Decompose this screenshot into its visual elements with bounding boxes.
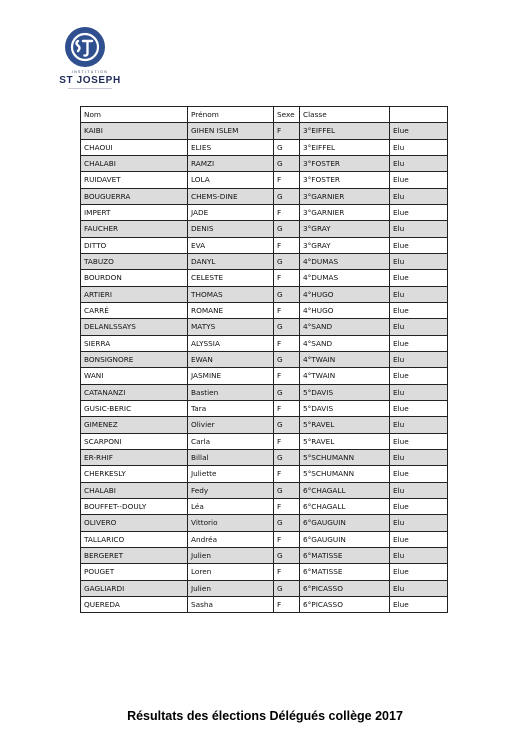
- cell-classe: 3°FOSTER: [300, 172, 390, 188]
- cell-nom: CHAOUI: [81, 139, 188, 155]
- cell-sexe: G: [274, 155, 300, 171]
- cell-prenom: THOMAS: [188, 286, 274, 302]
- cell-result: Elu: [390, 155, 448, 171]
- cell-classe: 4°HUGO: [300, 302, 390, 318]
- cell-classe: 3°EIFFEL: [300, 139, 390, 155]
- cell-classe: 6°PICASSO: [300, 580, 390, 596]
- cell-prenom: ROMANE: [188, 302, 274, 318]
- cell-classe: 4°TWAIN: [300, 351, 390, 367]
- cell-sexe: F: [274, 302, 300, 318]
- cell-result: Elue: [390, 123, 448, 139]
- school-emblem-icon: [64, 26, 106, 68]
- cell-sexe: F: [274, 368, 300, 384]
- cell-prenom: Fedy: [188, 482, 274, 498]
- cell-nom: CATANANZI: [81, 384, 188, 400]
- cell-result: Elu: [390, 351, 448, 367]
- table-row: [81, 580, 448, 596]
- table-row: [81, 564, 448, 580]
- table-row: [81, 433, 448, 449]
- cell-classe: 6°GAUGUIN: [300, 515, 390, 531]
- logo-name: ST JOSEPH: [59, 75, 121, 86]
- table-row: [81, 400, 448, 416]
- table-row: [81, 335, 448, 351]
- cell-sexe: G: [274, 547, 300, 563]
- logo-subtitle: INSTITUTION: [71, 70, 109, 74]
- cell-prenom: LOLA: [188, 172, 274, 188]
- cell-nom: GUSIC-BERIC: [81, 400, 188, 416]
- table-row: [81, 319, 448, 335]
- cell-nom: BOUFFET--DOULY: [81, 498, 188, 514]
- cell-prenom: Billal: [188, 449, 274, 465]
- table-row: [81, 531, 448, 547]
- cell-nom: BOURDON: [81, 270, 188, 286]
- cell-result: Elu: [390, 580, 448, 596]
- header-prenom: Prénom: [188, 107, 274, 123]
- table-row: [81, 188, 448, 204]
- cell-result: Elu: [390, 417, 448, 433]
- cell-result: Elu: [390, 286, 448, 302]
- table-row: [81, 123, 448, 139]
- cell-prenom: JADE: [188, 204, 274, 220]
- cell-nom: OLIVERO: [81, 515, 188, 531]
- logo-divider: [68, 88, 112, 89]
- cell-prenom: DANYL: [188, 253, 274, 269]
- cell-sexe: G: [274, 580, 300, 596]
- table-row: [81, 596, 448, 612]
- cell-classe: 5°RAVEL: [300, 417, 390, 433]
- table-row: [81, 498, 448, 514]
- cell-result: Elu: [390, 515, 448, 531]
- cell-prenom: Loren: [188, 564, 274, 580]
- cell-sexe: G: [274, 417, 300, 433]
- cell-nom: DITTO: [81, 237, 188, 253]
- cell-sexe: F: [274, 172, 300, 188]
- cell-result: Elu: [390, 188, 448, 204]
- cell-result: Elue: [390, 400, 448, 416]
- table-row: [81, 466, 448, 482]
- cell-sexe: F: [274, 596, 300, 612]
- cell-classe: 3°EIFFEL: [300, 123, 390, 139]
- cell-sexe: G: [274, 221, 300, 237]
- cell-prenom: Bastien: [188, 384, 274, 400]
- cell-classe: 6°CHAGALL: [300, 498, 390, 514]
- cell-prenom: Juliette: [188, 466, 274, 482]
- header-classe: Classe: [300, 107, 390, 123]
- cell-result: Elu: [390, 253, 448, 269]
- cell-result: Elu: [390, 547, 448, 563]
- cell-result: Elue: [390, 564, 448, 580]
- cell-classe: 4°DUMAS: [300, 253, 390, 269]
- cell-sexe: G: [274, 384, 300, 400]
- cell-prenom: Vittorio: [188, 515, 274, 531]
- header-nom: Nom: [81, 107, 188, 123]
- cell-result: Elue: [390, 335, 448, 351]
- table-row: [81, 515, 448, 531]
- cell-sexe: F: [274, 400, 300, 416]
- table-row: [81, 286, 448, 302]
- table-row: [81, 449, 448, 465]
- school-logo: [50, 24, 130, 94]
- cell-prenom: RAMZI: [188, 155, 274, 171]
- table-row: [81, 270, 448, 286]
- cell-prenom: CHEMS-DINE: [188, 188, 274, 204]
- cell-result: Elue: [390, 237, 448, 253]
- cell-sexe: F: [274, 498, 300, 514]
- cell-prenom: JASMINE: [188, 368, 274, 384]
- cell-result: Elu: [390, 319, 448, 335]
- cell-nom: CHALABI: [81, 155, 188, 171]
- cell-nom: CARRÉ: [81, 302, 188, 318]
- cell-nom: TALLARICO: [81, 531, 188, 547]
- cell-result: Elue: [390, 433, 448, 449]
- table-row: [81, 384, 448, 400]
- cell-prenom: Olivier: [188, 417, 274, 433]
- cell-prenom: Léa: [188, 498, 274, 514]
- cell-classe: 5°DAVIS: [300, 384, 390, 400]
- cell-nom: DELANLSSAYS: [81, 319, 188, 335]
- cell-classe: 6°MATISSE: [300, 547, 390, 563]
- cell-result: Elue: [390, 596, 448, 612]
- cell-classe: 4°SAND: [300, 319, 390, 335]
- cell-prenom: ELIES: [188, 139, 274, 155]
- cell-result: Elu: [390, 384, 448, 400]
- table-row: [81, 482, 448, 498]
- cell-sexe: G: [274, 253, 300, 269]
- cell-sexe: F: [274, 564, 300, 580]
- cell-nom: POUGET: [81, 564, 188, 580]
- table-row: [81, 221, 448, 237]
- cell-sexe: F: [274, 531, 300, 547]
- cell-nom: SCARPONI: [81, 433, 188, 449]
- cell-nom: KAIBI: [81, 123, 188, 139]
- cell-nom: ARTIERI: [81, 286, 188, 302]
- cell-classe: 6°GAUGUIN: [300, 531, 390, 547]
- cell-result: Elu: [390, 221, 448, 237]
- cell-sexe: G: [274, 319, 300, 335]
- cell-sexe: F: [274, 123, 300, 139]
- cell-classe: 4°HUGO: [300, 286, 390, 302]
- table-row: [81, 547, 448, 563]
- cell-sexe: F: [274, 433, 300, 449]
- table-row: [81, 237, 448, 253]
- cell-classe: 6°PICASSO: [300, 596, 390, 612]
- table-row: [81, 351, 448, 367]
- cell-nom: GAGLIARDI: [81, 580, 188, 596]
- cell-sexe: F: [274, 335, 300, 351]
- cell-classe: 3°FOSTER: [300, 155, 390, 171]
- cell-prenom: Sasha: [188, 596, 274, 612]
- cell-nom: CHALABI: [81, 482, 188, 498]
- table-row: [81, 172, 448, 188]
- table-row: [81, 368, 448, 384]
- cell-classe: 3°GARNIER: [300, 204, 390, 220]
- cell-sexe: F: [274, 270, 300, 286]
- cell-prenom: DENIS: [188, 221, 274, 237]
- cell-nom: RUIDAVET: [81, 172, 188, 188]
- cell-result: Elu: [390, 482, 448, 498]
- cell-classe: 4°TWAIN: [300, 368, 390, 384]
- cell-classe: 4°SAND: [300, 335, 390, 351]
- header-sexe: Sexe: [274, 107, 300, 123]
- cell-sexe: G: [274, 139, 300, 155]
- header-result: [390, 107, 448, 123]
- page-title: Résultats des élections Délégués collège 2017: [127, 709, 403, 723]
- election-results-table: [80, 106, 448, 613]
- cell-classe: 6°CHAGALL: [300, 482, 390, 498]
- cell-prenom: ALYSSIA: [188, 335, 274, 351]
- cell-sexe: G: [274, 351, 300, 367]
- cell-sexe: G: [274, 286, 300, 302]
- cell-prenom: EWAN: [188, 351, 274, 367]
- cell-nom: SIERRA: [81, 335, 188, 351]
- cell-result: Elue: [390, 368, 448, 384]
- cell-classe: 5°SCHUMANN: [300, 449, 390, 465]
- cell-result: Elue: [390, 204, 448, 220]
- table-header-row: [81, 107, 448, 123]
- cell-classe: 3°GARNIER: [300, 188, 390, 204]
- cell-nom: ER-RHIF: [81, 449, 188, 465]
- cell-nom: BONSIGNORE: [81, 351, 188, 367]
- cell-result: Elue: [390, 302, 448, 318]
- cell-prenom: Carla: [188, 433, 274, 449]
- cell-classe: 5°DAVIS: [300, 400, 390, 416]
- cell-sexe: F: [274, 466, 300, 482]
- table-row: [81, 204, 448, 220]
- cell-classe: 6°MATISSE: [300, 564, 390, 580]
- cell-result: Elue: [390, 172, 448, 188]
- cell-result: Elu: [390, 139, 448, 155]
- cell-prenom: Andréa: [188, 531, 274, 547]
- cell-nom: QUEREDA: [81, 596, 188, 612]
- table-row: [81, 302, 448, 318]
- cell-prenom: CELESTE: [188, 270, 274, 286]
- cell-result: Elue: [390, 466, 448, 482]
- cell-prenom: Tara: [188, 400, 274, 416]
- cell-classe: 5°SCHUMANN: [300, 466, 390, 482]
- cell-classe: 4°DUMAS: [300, 270, 390, 286]
- table-row: [81, 139, 448, 155]
- cell-prenom: Julien: [188, 547, 274, 563]
- cell-prenom: MATYS: [188, 319, 274, 335]
- cell-classe: 3°GRAY: [300, 237, 390, 253]
- table-row: [81, 155, 448, 171]
- cell-nom: BOUGUERRA: [81, 188, 188, 204]
- cell-nom: TABUZO: [81, 253, 188, 269]
- cell-nom: IMPERT: [81, 204, 188, 220]
- cell-sexe: F: [274, 204, 300, 220]
- cell-prenom: Julien: [188, 580, 274, 596]
- cell-result: Elue: [390, 498, 448, 514]
- cell-result: Elue: [390, 531, 448, 547]
- cell-sexe: F: [274, 237, 300, 253]
- cell-classe: 3°GRAY: [300, 221, 390, 237]
- cell-result: Elue: [390, 270, 448, 286]
- cell-result: Elu: [390, 449, 448, 465]
- cell-sexe: G: [274, 482, 300, 498]
- cell-prenom: GIHEN ISLEM: [188, 123, 274, 139]
- cell-sexe: G: [274, 515, 300, 531]
- cell-nom: BERGERET: [81, 547, 188, 563]
- cell-nom: CHERKESLY: [81, 466, 188, 482]
- table-row: [81, 417, 448, 433]
- cell-sexe: G: [274, 188, 300, 204]
- cell-nom: WANI: [81, 368, 188, 384]
- cell-sexe: G: [274, 449, 300, 465]
- cell-nom: GIMENEZ: [81, 417, 188, 433]
- table-row: [81, 253, 448, 269]
- cell-classe: 5°RAVEL: [300, 433, 390, 449]
- cell-nom: FAUCHER: [81, 221, 188, 237]
- cell-prenom: EVA: [188, 237, 274, 253]
